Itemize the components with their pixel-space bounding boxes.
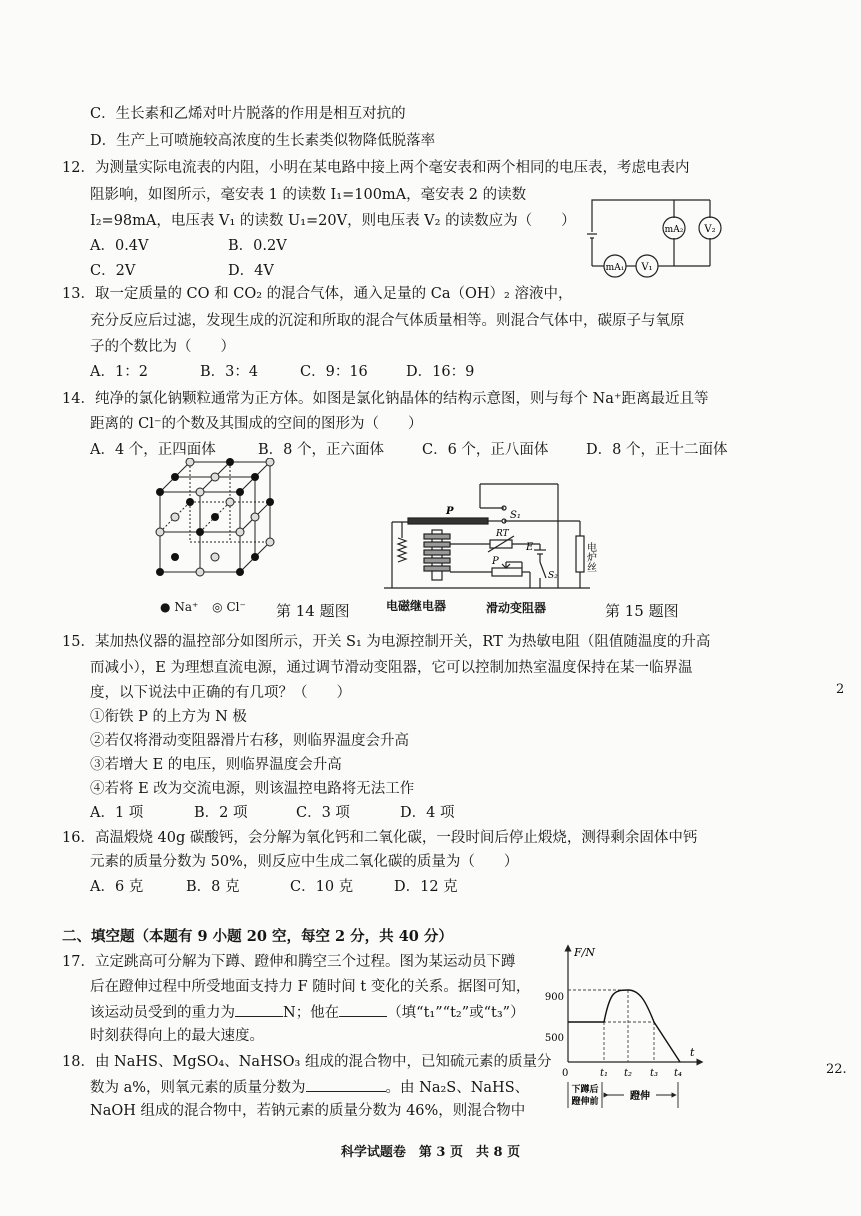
q12-stem-line3: I₂=98mA，电压表 V₁ 的读数 U₁=20V，则电压表 V₂ 的读数应为（ ）	[90, 213, 576, 229]
q14-stem-line1: 14．纯净的氯化钠颗粒通常为正方体。如图是氯化钠晶体的结构示意图，则与每个 Na⁺距离最近且等	[62, 391, 709, 407]
q14-option-d: D．8 个，正十二面体	[586, 442, 728, 458]
q13-option-b: B．3：4	[200, 364, 259, 380]
q14-stem-line2: 距离的 Cl⁻的个数及其围成的空间的图形为（ ）	[90, 416, 423, 432]
q15-options	[90, 803, 454, 823]
q14-crystal-structure	[150, 458, 280, 588]
margin-fragment-1: 2	[836, 682, 845, 697]
margin-fragment-2: 22.	[826, 1062, 847, 1077]
graph-phase1-line1: 下蹲后	[571, 1085, 599, 1095]
page-footer: 科学试题卷 第 3 页 共 8 页	[340, 1145, 521, 1160]
q11-option-d: D．生产上可喷施较高浓度的生长素类似物降低脱落率	[90, 133, 436, 149]
q16-options	[90, 877, 458, 897]
q13-option-c: C．9：16	[300, 364, 368, 380]
q15-fig-p2-label: P	[492, 556, 499, 567]
q14-option-b: B．8 个，正六面体	[258, 442, 384, 458]
q15-option-b: B．2 项	[194, 805, 248, 821]
q15-stem-line1: 15．某加热仪器的温控部分如图所示，开关 S₁ 为电源控制开关，RT 为热敏电阻（阻值随温度的升高	[62, 634, 711, 650]
q17-blank-time[interactable]	[339, 1002, 387, 1017]
q14-options	[90, 440, 727, 460]
q15-caption: 第 15 题图	[605, 602, 679, 620]
section2-title: 二、填空题（本题有 9 小题 20 空，每空 2 分，共 40 分）	[62, 928, 453, 945]
q12-stem-line2: 阻影响，如图所示，毫安表 1 的读数 I₁=100mA，毫安表 2 的读数	[90, 187, 527, 203]
q18-blank-oxygen[interactable]	[306, 1077, 386, 1092]
q13-option-a: A．1：2	[90, 364, 148, 380]
q15-option-d: D．4 项	[400, 805, 455, 821]
q16-option-d: D．12 克	[394, 879, 458, 895]
q17-stem-line3	[90, 1002, 525, 1023]
q15-option-c: C．3 项	[296, 805, 350, 821]
q14-option-a: A．4 个，正四面体	[90, 442, 216, 458]
q13-options	[90, 362, 474, 382]
q13-stem-line2: 充分反应后过滤，发现生成的沉淀和所取的混合气体质量相等。则混合气体中，碳原子与氧原	[90, 313, 685, 329]
q15-circuit-diagram	[380, 478, 610, 598]
q16-option-a: A．6 克	[90, 879, 144, 895]
q18-stem-line2	[90, 1077, 529, 1098]
q11-option-c: C．生长素和乙烯对叶片脱落的作用是相互对抗的	[90, 106, 406, 122]
q12-v2-label: V₂	[704, 224, 716, 235]
graph-xtick-t4: t₄	[674, 1068, 683, 1079]
graph-ylabel: F/N	[574, 946, 595, 959]
q12-option-c: C．2V	[90, 263, 136, 279]
q12-options-row2	[90, 261, 274, 281]
q17-stem-line2: 后在蹬伸过程中所受地面支持力 F 随时间 t 变化的关系。据图可知，	[90, 979, 531, 995]
q15-fig-p-label: P	[446, 506, 454, 517]
q15-option-a: A．1 项	[90, 805, 144, 821]
q17-line3-part2: N；他在	[283, 1005, 340, 1021]
q17-stem-line1: 17．立定跳高可分解为下蹲、蹬伸和腾空三个过程。图为某运动员下蹲	[62, 954, 516, 970]
q12-v1-label: V₁	[641, 262, 653, 273]
q16-stem-line2: 元素的质量分数为 50%，则反应中生成二氧化碳的质量为（ ）	[90, 854, 519, 870]
q15-fig-s2-label: S₂	[548, 571, 558, 581]
q15-statement-1: ①衔铁 P 的上方为 N 极	[90, 709, 247, 725]
q17-stem-line4: 时刻获得向上的最大速度。	[90, 1028, 264, 1044]
q13-stem-line3: 子的个数比为（ ）	[90, 339, 235, 355]
q14-legend-na: Na⁺	[174, 600, 199, 614]
na-ion-marker: ●	[160, 600, 171, 614]
q18-line2-part1: 数为 a%，则氧元素的质量分数为	[90, 1080, 306, 1096]
q15-rheostat-label: 滑动变阻器	[486, 601, 547, 615]
graph-ytick-500: 500	[544, 1033, 564, 1044]
q12-options-row1	[90, 236, 287, 256]
q17-blank-weight[interactable]	[235, 1002, 283, 1017]
q14-legend-cl: Cl⁻	[226, 600, 246, 614]
q18-stem-line1: 18．由 NaHS、MgSO₄、NaHSO₃ 组成的混合物中，已知硫元素的质量分	[62, 1054, 552, 1070]
q15-statement-4: ④若将 E 改为交流电源，则该温控电路将无法工作	[90, 781, 415, 797]
q12-stem-line1: 12．为测量实际电流表的内阻，小明在某电路中接上两个毫安表和两个相同的电压表，考虑电表内	[62, 160, 690, 176]
q16-option-c: C．10 克	[290, 879, 354, 895]
q15-stem-line3: 度，以下说法中正确的有几项？（ ）	[90, 685, 351, 701]
q15-fig-e-label: E	[526, 542, 534, 553]
q12-option-a: A．0.4V	[90, 238, 149, 254]
q15-fig-s1-label: S₁	[510, 510, 521, 521]
q16-option-b: B．8 克	[186, 879, 240, 895]
graph-phase2: 蹬伸	[630, 1091, 650, 1102]
q17-force-time-graph	[540, 940, 710, 1120]
q13-option-d: D．16：9	[406, 364, 475, 380]
graph-ytick-900: 900	[544, 992, 564, 1003]
graph-phase1-line2: 蹬伸前	[571, 1097, 599, 1107]
q12-option-d: D．4V	[228, 263, 274, 279]
q17-line3-part3: （填“t₁”“t₂”或“t₃”）	[387, 1005, 525, 1021]
q15-fig-heater-label: 电炉丝	[584, 542, 596, 572]
q15-statement-3: ③若增大 E 的电压，则临界温度会升高	[90, 757, 342, 773]
q12-circuit-diagram	[582, 192, 732, 282]
graph-xlabel: t	[690, 1046, 695, 1059]
q13-stem-line1: 13．取一定质量的 CO 和 CO₂ 的混合气体，通入足量的 Ca（OH）₂ 溶液中，	[62, 286, 573, 302]
graph-xtick-t2: t₂	[624, 1068, 633, 1079]
q15-stem-line2: 而减小），E 为理想直流电源，通过调节滑动变阻器，它可以控制加热室温度保持在某一临界温	[90, 660, 693, 676]
q14-caption: 第 14 题图	[276, 602, 350, 620]
q12-option-b: B．0.2V	[228, 238, 287, 254]
q14-legend	[160, 600, 246, 614]
graph-xtick-t1: t₁	[600, 1068, 609, 1079]
q18-line2-part2: 。由 Na₂S、NaHS、	[385, 1080, 530, 1096]
graph-origin: 0	[562, 1068, 569, 1079]
q12-ma2-label: mA₂	[664, 225, 684, 235]
q15-statement-2: ②若仅将滑动变阻器滑片右移，则临界温度会升高	[90, 733, 409, 749]
graph-xtick-t3: t₃	[650, 1068, 659, 1079]
q15-fig-rt-label: RT	[496, 529, 509, 539]
q17-line3-part1: 该运动员受到的重力为	[90, 1005, 235, 1021]
q15-relay-label: 电磁继电器	[386, 599, 447, 613]
cl-ion-marker: ◎	[212, 600, 223, 614]
q16-stem-line1: 16．高温煅烧 40g 碳酸钙，会分解为氧化钙和二氧化碳，一段时间后停止煅烧，测得剩余固体中钙	[62, 830, 698, 846]
q12-ma1-label: mA₁	[605, 263, 625, 273]
q14-option-c: C．6 个，正八面体	[422, 442, 549, 458]
force-curve	[568, 990, 680, 1062]
q18-stem-line3: NaOH 组成的混合物中，若钠元素的质量分数为 46%，则混合物中	[90, 1103, 526, 1119]
